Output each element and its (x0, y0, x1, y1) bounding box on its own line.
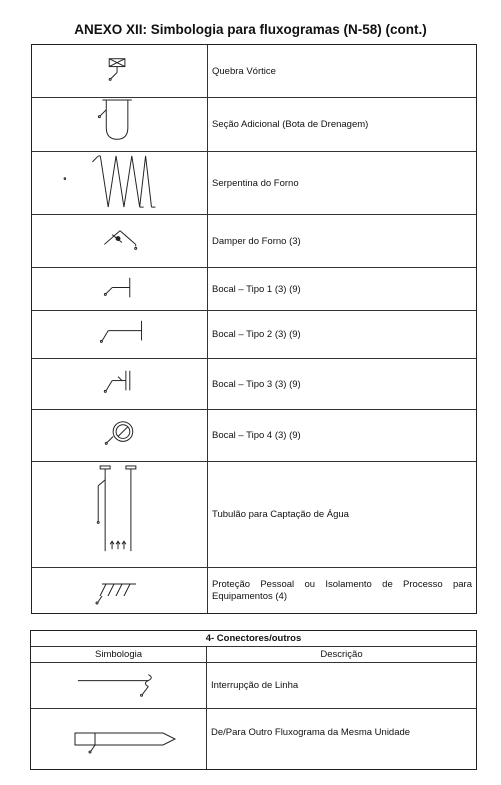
symbol-table (31, 44, 477, 614)
table-row (32, 45, 476, 98)
connectors-table (30, 630, 477, 770)
row-description: Bocal – Tipo 1 (3) (9) (212, 283, 301, 295)
interrupcao-linha-icon (31, 663, 207, 708)
column-header-description: Descrição (320, 649, 363, 660)
tubulao-captacao-icon (32, 462, 208, 567)
table-header (31, 647, 476, 663)
row-description: Tubulão para Captação de Água (212, 509, 349, 520)
row-description: Bocal – Tipo 4 (3) (9) (212, 430, 301, 441)
bocal-tipo-2-icon (32, 311, 208, 358)
secao-adicional-icon (32, 98, 208, 151)
row-description: Proteção Pessoal ou Isolamento de Processo para Equipamentos (4) (212, 578, 472, 602)
row-description: Damper do Forno (3) (212, 235, 301, 247)
table-row (32, 410, 476, 462)
table-row (32, 268, 476, 311)
column-header-symbol: Simbologia (31, 647, 207, 662)
serpentina-forno-icon (32, 152, 208, 214)
table-row (32, 311, 476, 359)
row-description: Serpentina do Forno (212, 177, 299, 189)
row-description: Interrupção de Linha (211, 680, 299, 691)
table-row (32, 98, 476, 152)
bocal-tipo-4-icon (32, 410, 208, 461)
table-row (31, 663, 476, 709)
bocal-tipo-1-icon (32, 268, 208, 310)
row-description: Bocal – Tipo 2 (3) (9) (212, 329, 301, 340)
table-row (31, 709, 476, 769)
table-row (32, 462, 476, 568)
table-row (32, 215, 476, 268)
table-row (32, 568, 476, 613)
quebra-vortice-icon (32, 45, 208, 97)
section-title: 4- Conectores/outros (31, 631, 476, 647)
damper-forno-icon (32, 215, 208, 267)
row-description: Seção Adicional (Bota de Drenagem) (212, 119, 369, 130)
row-description: De/Para Outro Fluxograma da Mesma Unidade (211, 727, 411, 738)
protecao-pessoal-icon (32, 568, 208, 613)
bocal-tipo-3-icon (32, 359, 208, 409)
de-para-fluxograma-icon (31, 709, 207, 769)
table-row (32, 152, 476, 215)
table-row (32, 359, 476, 410)
row-description: Quebra Vórtice (212, 65, 276, 77)
row-description: Bocal – Tipo 3 (3) (9) (212, 378, 301, 390)
page-title: ANEXO XII: Simbologia para fluxogramas (N-58) (cont.) (74, 22, 427, 37)
